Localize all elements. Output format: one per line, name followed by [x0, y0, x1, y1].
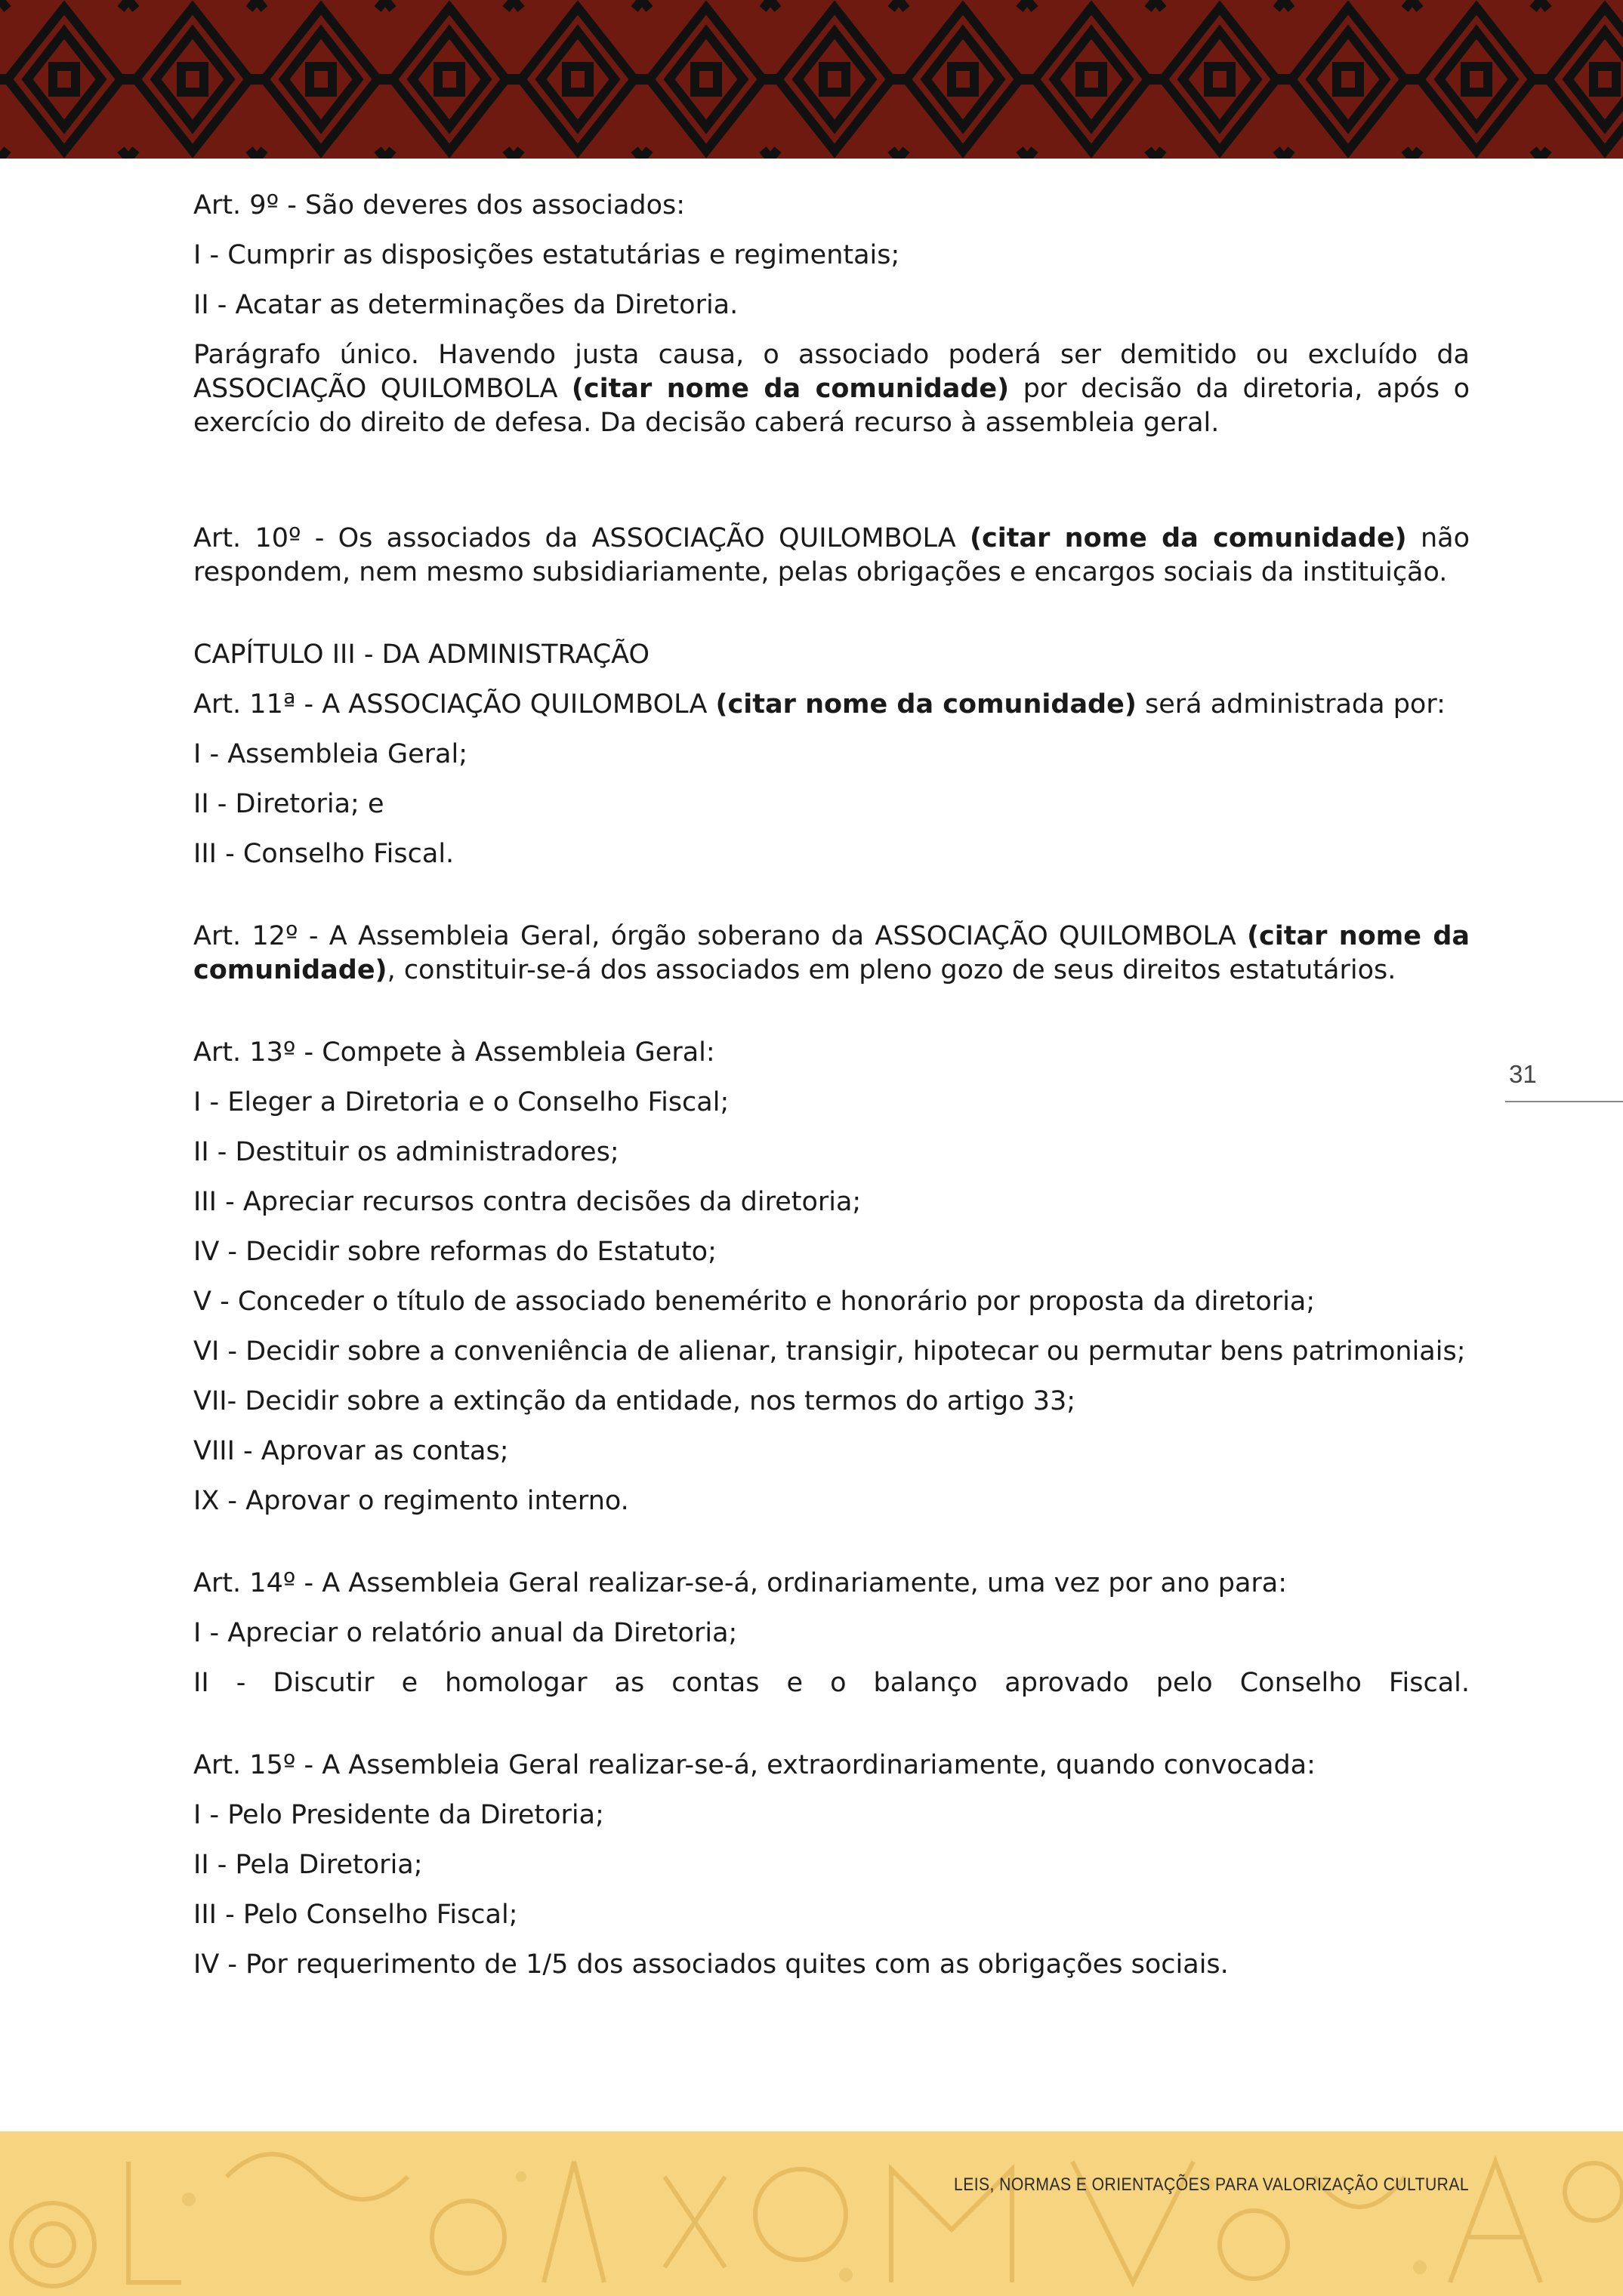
art14-item-ii: II - Discutir e homologar as contas e o balanço aprovado pelo Conselho Fiscal. — [193, 1668, 1470, 1698]
art11-text-b: será administrada por: — [1136, 689, 1446, 720]
art9-item-i: I - Cumprir as disposições estatutárias e regimentais; — [193, 240, 900, 270]
art15-item-i: I - Pelo Presidente da Diretoria; — [193, 1800, 604, 1830]
community-placeholder: (citar nome da comunidade) — [193, 921, 1470, 985]
art9-heading: Art. 9º - São deveres dos associados: — [193, 190, 686, 220]
art10-text-a: Art. 10º - Os associados da ASSOCIAÇÃO QUILOMBOLA — [193, 523, 970, 553]
art12-text-a: Art. 12º - A Assembleia Geral, órgão soberano da ASSOCIAÇÃO QUILOMBOLA — [193, 921, 1248, 951]
art13-list-item: V - Conceder o título de associado benemérito e honorário por proposta da diretoria; — [193, 1287, 1316, 1317]
community-placeholder: (citar nome da comunidade) — [571, 374, 1010, 404]
art12-text-b: , constituir-se-á dos associados em pleno gozo de seus direitos estatutários. — [387, 955, 1396, 985]
document-body — [193, 189, 1470, 1982]
art14-heading: Art. 14º - A Assembleia Geral realizar-se-á, ordinariamente, uma vez por ano para: — [193, 1568, 1288, 1598]
chapter-heading: CAPÍTULO III - DA ADMINISTRAÇÃO — [193, 639, 650, 670]
art12-paragraph — [193, 920, 1470, 988]
art13-list-item: I - Eleger a Diretoria e o Conselho Fiscal; — [193, 1087, 730, 1117]
page-number-rule — [1505, 1101, 1623, 1102]
art11-item-i: I - Assembleia Geral; — [193, 739, 468, 769]
art13-list-item: VI - Decidir sobre a conveniência de alienar, transigir, hipotecar ou permutar bens patrimoniais; — [193, 1336, 1466, 1367]
art13-list-item: IX - Aprovar o regimento interno. — [193, 1486, 629, 1516]
art15-item-iii: III - Pelo Conselho Fiscal; — [193, 1900, 518, 1930]
art10-text-b: não respondem, nem mesmo subsidiariamente, pelas obrigações e encargos sociais da instituição. — [193, 523, 1470, 587]
header-pattern-band — [0, 0, 1623, 159]
art11-item-ii: II - Diretoria; e — [193, 789, 384, 819]
art11-item-iii: III - Conselho Fiscal. — [193, 839, 455, 869]
art13-list-item: III - Apreciar recursos contra decisões da diretoria; — [193, 1187, 862, 1217]
footer-title: LEIS, NORMAS E ORIENTAÇÕES PARA VALORIZAÇÃO CULTURAL — [953, 2174, 1469, 2195]
art11-text-a: Art. 11ª - A ASSOCIAÇÃO QUILOMBOLA — [193, 689, 716, 720]
art13-list-item: VIII - Aprovar as contas; — [193, 1436, 509, 1466]
art9-paragraph-text-b: por decisão da diretoria, após o exercício do direito de defesa. Da decisão caberá recurso à assembleia geral. — [193, 374, 1470, 438]
geometric-pattern-icon — [0, 0, 1623, 159]
art13-list — [193, 1070, 1470, 1518]
art9-item-ii: II - Acatar as determinações da Diretoria. — [193, 290, 739, 320]
art15-item-ii: II - Pela Diretoria; — [193, 1850, 423, 1880]
decorative-glyphs-icon — [0, 2131, 1623, 2296]
art9-paragraph-text-a: Parágrafo único. Havendo justa causa, o associado poderá ser demitido ou excluído da ASSOCIAÇÃO QUILOMBOLA — [193, 340, 1470, 404]
community-placeholder: (citar nome da comunidade) — [715, 689, 1137, 720]
art15-heading: Art. 15º - A Assembleia Geral realizar-se-á, extraordinariamente, quando convocada: — [193, 1750, 1316, 1780]
art13-list-item: VII- Decidir sobre a extinção da entidade, nos termos do artigo 33; — [193, 1386, 1076, 1416]
art13-list-item: II - Destituir os administradores; — [193, 1137, 619, 1167]
footer-decorative-band — [0, 2131, 1623, 2296]
art13-list-item: IV - Decidir sobre reformas do Estatuto; — [193, 1237, 717, 1267]
art11-heading — [193, 688, 1470, 722]
art10-paragraph — [193, 522, 1470, 590]
art9-paragraph — [193, 338, 1470, 440]
art14-item-i: I - Apreciar o relatório anual da Diretoria; — [193, 1618, 738, 1648]
art15-item-iv: IV - Por requerimento de 1/5 dos associados quites com as obrigações sociais. — [193, 1949, 1229, 1980]
community-placeholder: (citar nome da comunidade) — [969, 523, 1407, 553]
page-number: 31 — [1509, 1060, 1537, 1088]
art13-heading: Art. 13º - Compete à Assembleia Geral: — [193, 1037, 715, 1068]
